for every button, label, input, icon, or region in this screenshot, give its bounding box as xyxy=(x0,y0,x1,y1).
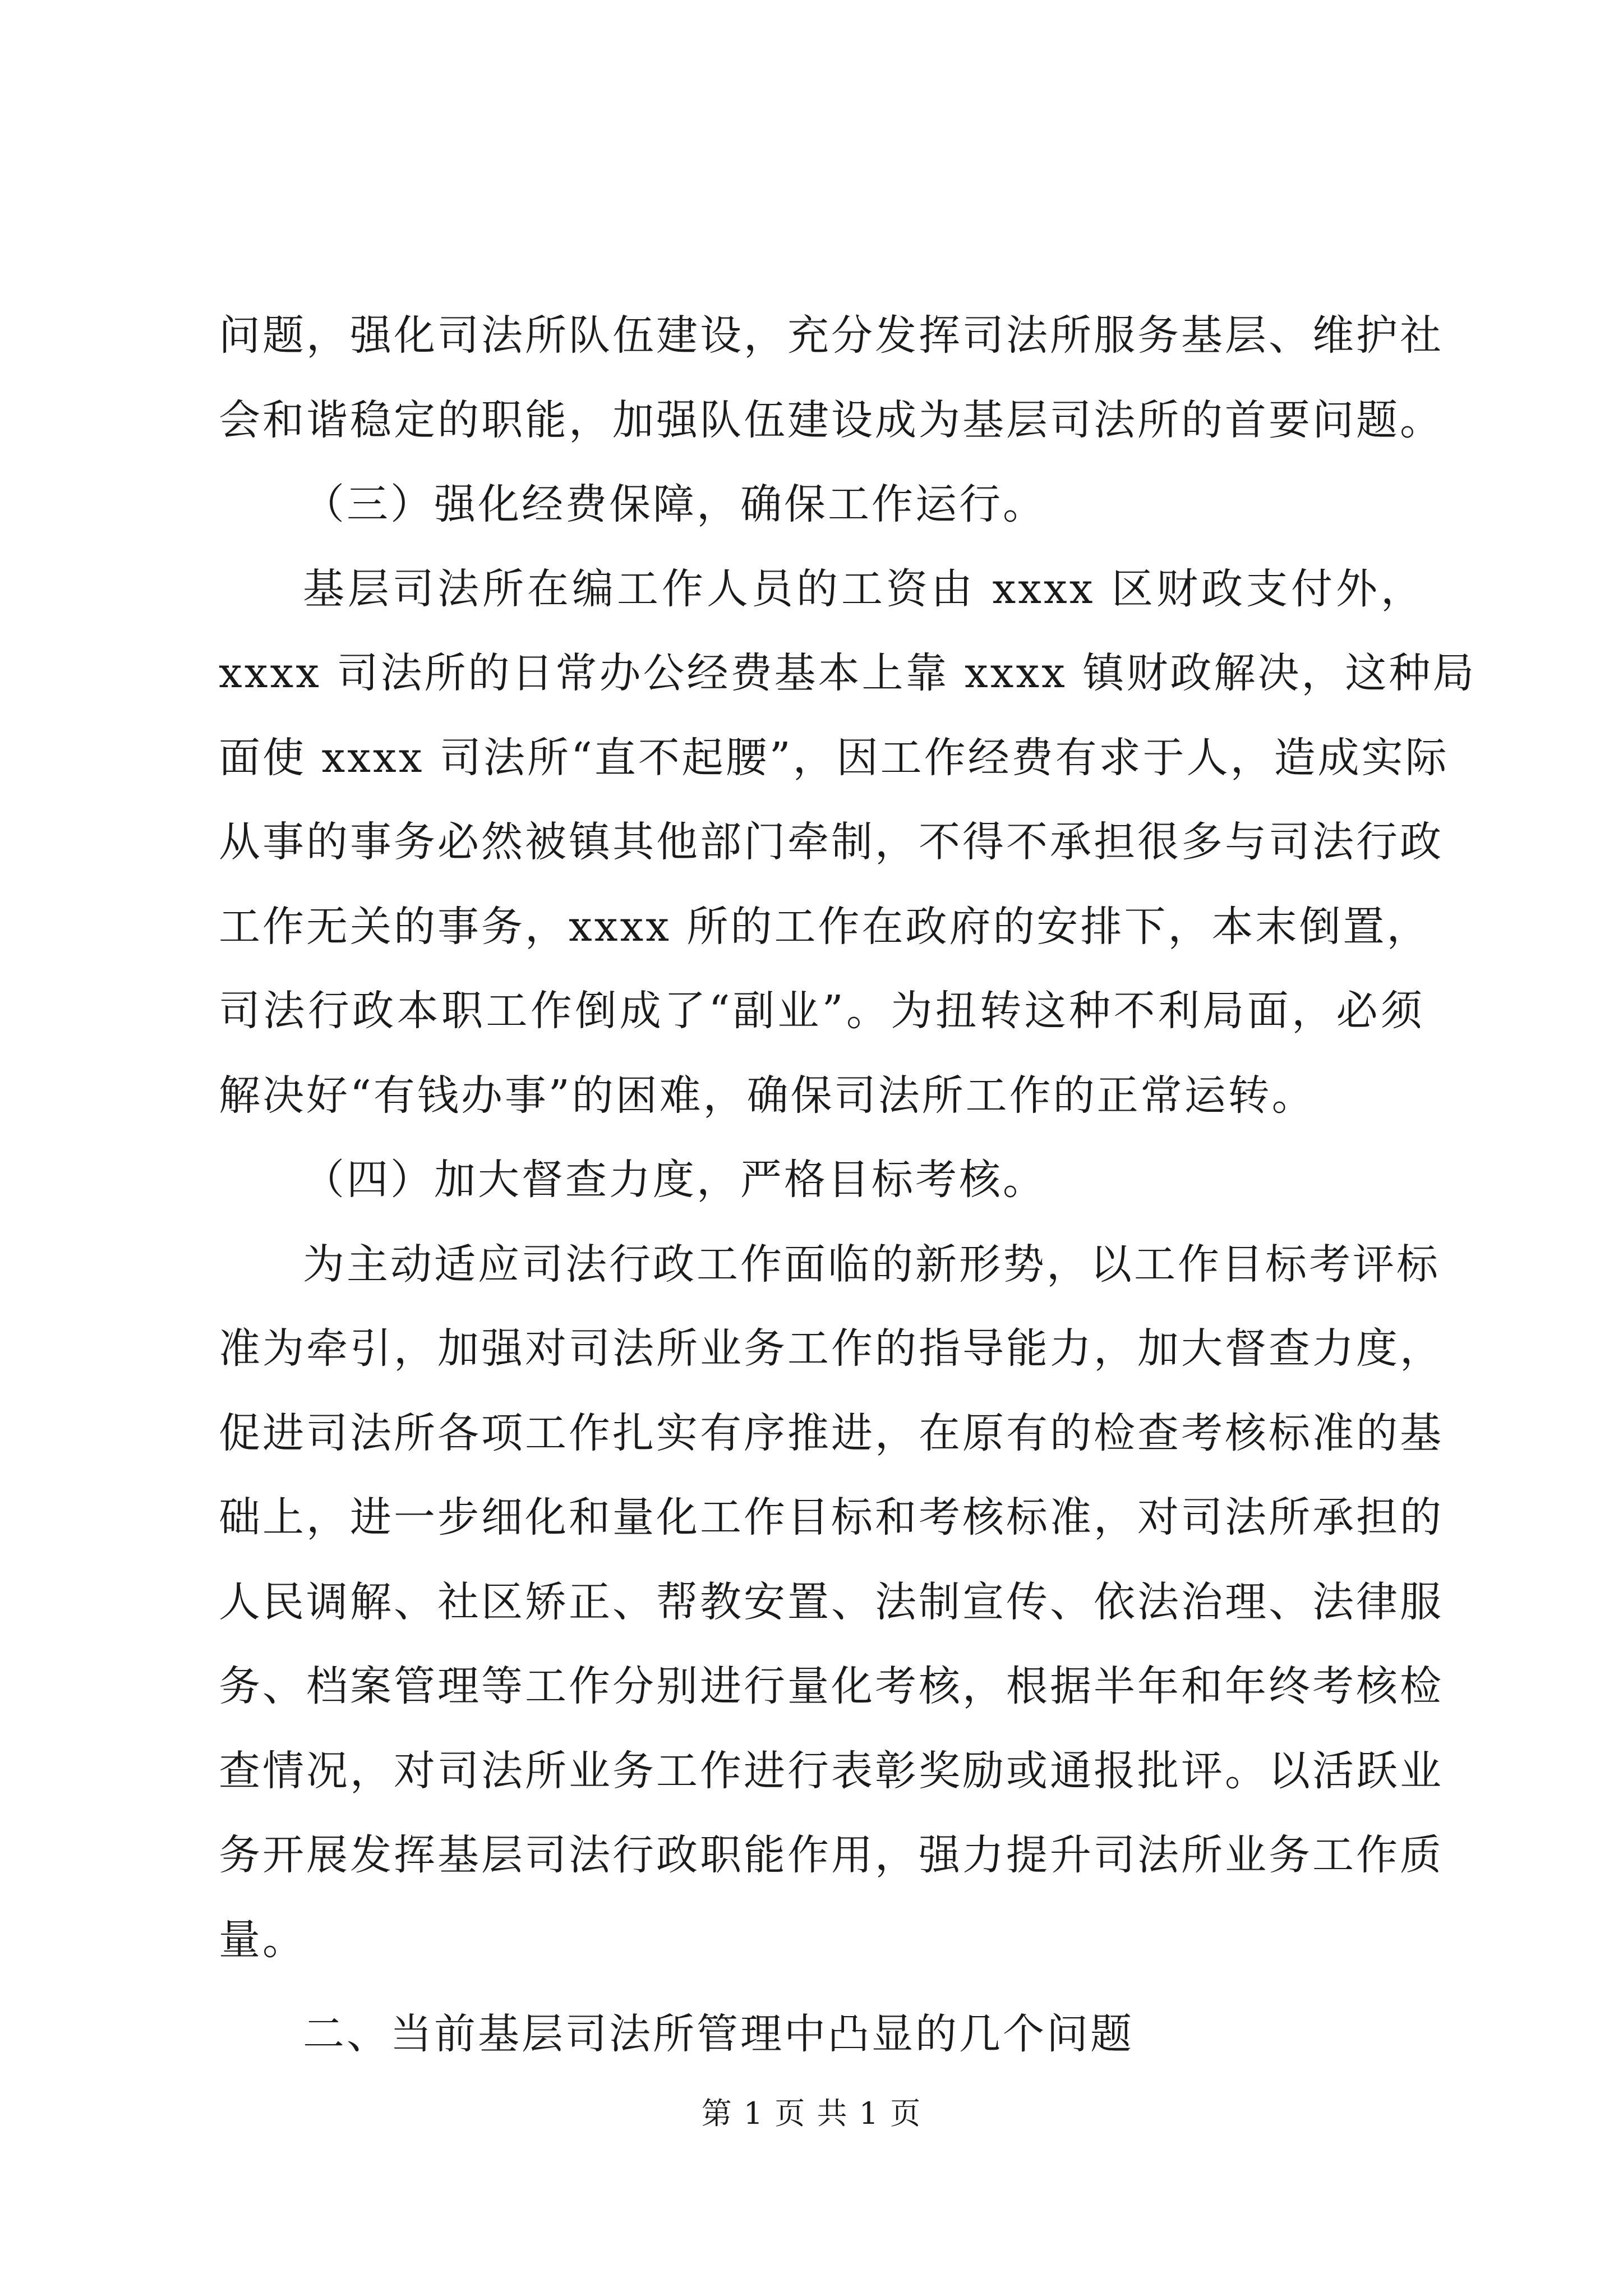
paragraph-first-line: 基层司法所在编工作人员的工资由 xxxx 区财政支付外， xyxy=(303,565,1424,613)
body-text-line: xxxx 司法所的日常办公经费基本上靠 xxxx 镇财政解决，这种局 xyxy=(219,649,1477,697)
paragraph-first-line: 为主动适应司法行政工作面临的新形势，以工作目标考评标 xyxy=(303,1240,1440,1289)
body-text-line: 准为牵引，加强对司法所业务工作的指导能力，加大督查力度， xyxy=(219,1324,1444,1373)
body-text-line: 量。 xyxy=(219,1916,306,1964)
body-text-line: 司法行政本职工作倒成了“副业”。为扭转这种不利局面，必须 xyxy=(219,987,1424,1035)
body-text-line: 从事的事务必然被镇其他部门牵制，不得不承担很多与司法行政 xyxy=(219,818,1444,866)
body-text-line: 础上，进一步细化和量化工作目标和考核标准，对司法所承担的 xyxy=(219,1493,1444,1542)
body-text-line: 解决好“有钱办事”的困难，确保司法所工作的正常运转。 xyxy=(219,1071,1316,1120)
body-text-line: 人民调解、社区矫正、帮教安置、法制宣传、依法治理、法律服 xyxy=(219,1578,1444,1626)
body-text-line: 面使 xxxx 司法所“直不起腰”，因工作经费有求于人，造成实际 xyxy=(219,734,1449,782)
section-heading: （四）加大督查力度，严格目标考核。 xyxy=(303,1156,1046,1204)
body-text-line: 务、档案管理等工作分别进行量化考核，根据半年和年终考核检 xyxy=(219,1662,1444,1710)
page-footer: 第 1 页 共 1 页 xyxy=(701,2096,922,2131)
section-heading: （三）强化经费保障，确保工作运行。 xyxy=(303,480,1046,528)
body-text-line: 查情况，对司法所业务工作进行表彰奖励或通报批评。以活跃业 xyxy=(219,1747,1444,1795)
body-text-line: 会和谐稳定的职能，加强队伍建设成为基层司法所的首要问题。 xyxy=(219,396,1444,444)
body-text-line: 促进司法所各项工作扎实有序推进，在原有的检查考核标准的基 xyxy=(219,1409,1444,1457)
body-text-line: 务开展发挥基层司法行政职能作用，强力提升司法所业务工作质 xyxy=(219,1831,1444,1879)
body-text-line: 问题，强化司法所队伍建设，充分发挥司法所服务基层、维护社 xyxy=(219,311,1444,360)
chapter-heading: 二、当前基层司法所管理中凸显的几个问题 xyxy=(303,2010,1134,2058)
body-text-line: 工作无关的事务，xxxx 所的工作在政府的安排下，本末倒置， xyxy=(219,903,1431,951)
